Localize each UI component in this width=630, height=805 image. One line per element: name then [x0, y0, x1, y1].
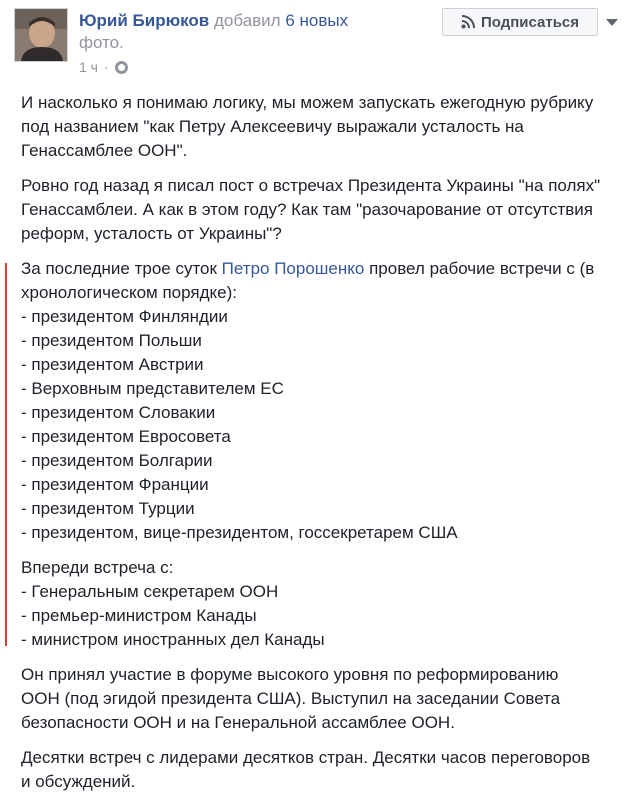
list-item: - президентом Турции [21, 499, 195, 518]
post-meta: 1 ч · [79, 59, 128, 75]
avatar[interactable] [14, 8, 68, 62]
list-item: - президентом Словакии [21, 403, 216, 422]
post-body [21, 91, 601, 805]
author-name-link[interactable]: Юрий Бирюков [79, 11, 210, 30]
list-item: - президентом Евросовета [21, 427, 231, 446]
list-item: - министром иностранных дел Канады [21, 630, 325, 649]
author-line [79, 10, 379, 54]
list-item: - президентом Австрии [21, 355, 204, 374]
post-timestamp[interactable]: 1 ч [79, 59, 98, 75]
quote-upcoming [21, 556, 601, 652]
quote-intro-after: провел рабочие встречи с (в хронологическом порядке): [21, 259, 595, 302]
list-item: - Генеральным секретарем ООН [21, 582, 279, 601]
poroshenko-link[interactable]: Петро Порошенко [221, 259, 365, 278]
list-item: - президентом Франции [21, 475, 209, 494]
rss-icon [461, 15, 475, 29]
list-item: - премьер-министром Канады [21, 606, 257, 625]
quote-intro-before: За последние трое суток [21, 259, 222, 278]
globe-icon[interactable] [115, 61, 128, 74]
post-paragraph-1: И насколько я понимаю логику, мы можем запускать ежегодную рубрику под названием "как Петру Алексеевичу выражали усталость на Генассамблее ООН". [21, 93, 594, 160]
post-paragraph-3: Он принял участие в форуме высокого уровня по реформированию ООН (под эгидой президента США). Выступил на заседании Совета безопасности ООН и на Генеральной ассамблее ООН. [21, 665, 561, 732]
list-item: - президентом Финляндии [21, 307, 228, 326]
subscribe-label: Подписаться [480, 13, 580, 31]
post-paragraph-2: Ровно год назад я писал пост о встречах Президента Украины "на полях" Генассамблеи. А как в этом году? Как там "разочарование от отсутствия реформ, усталость от Украины"? [21, 176, 601, 243]
subscribe-button[interactable] [442, 8, 598, 36]
list-item: - Верховным представителем ЕС [21, 379, 284, 398]
list-item: - президентом Болгарии [21, 451, 213, 470]
post-paragraph-4: Десятки встреч с лидерами десятков стран. Десятки часов переговоров и обсуждений. [21, 748, 591, 791]
quote-intro [21, 257, 601, 545]
post-header [14, 6, 620, 76]
photo-count-link[interactable]: 6 новых [285, 11, 349, 30]
list-item: - президентом Польши [21, 331, 202, 350]
quoted-block [21, 257, 601, 652]
list-item: - президентом, вице-президентом, госсекретарем США [21, 523, 458, 542]
action-suffix: фото. [79, 33, 124, 52]
upcoming-title: Впереди встреча с: [21, 558, 174, 577]
action-prefix: добавил [213, 11, 281, 30]
chevron-down-icon[interactable] [604, 14, 620, 30]
